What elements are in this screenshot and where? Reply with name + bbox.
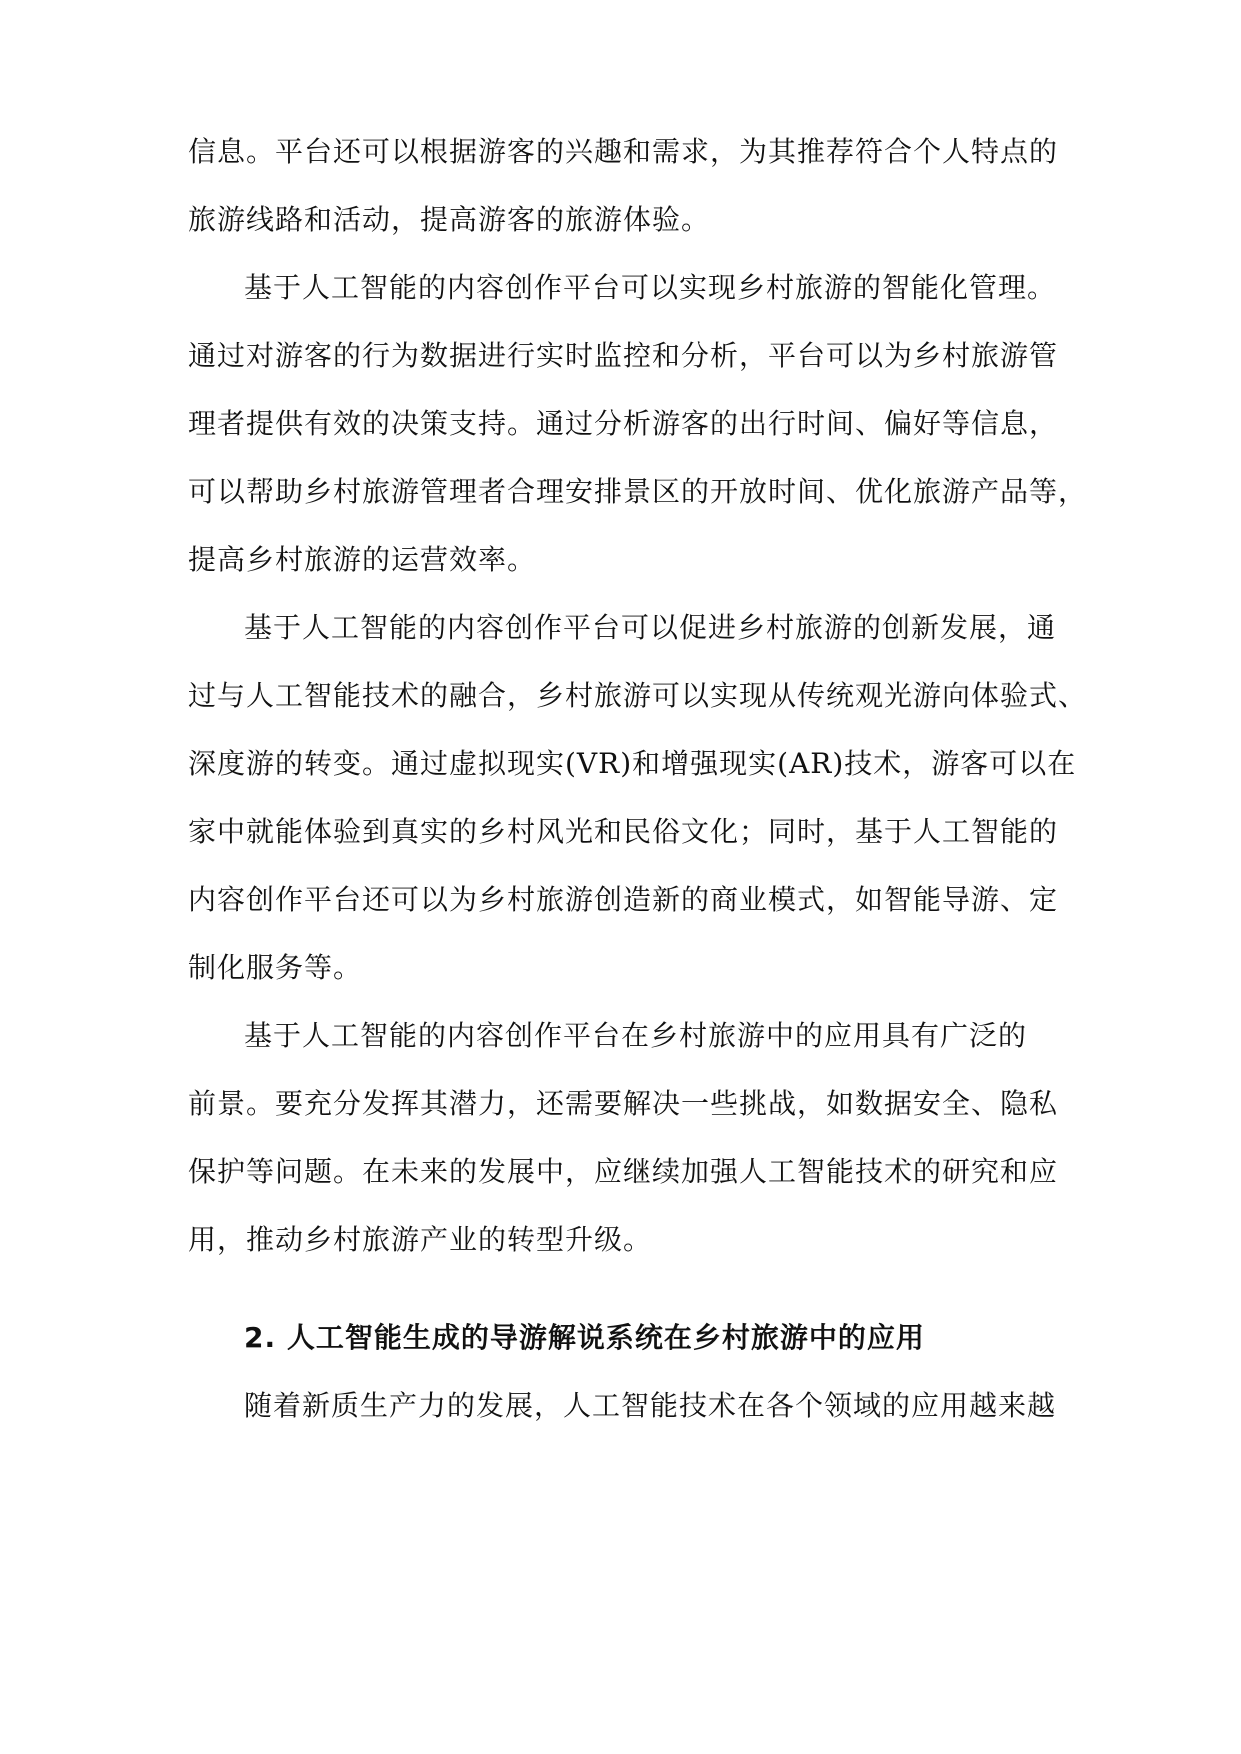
paragraph-2-line-4: 可以帮助乡村旅游管理者合理安排景区的开放时间、优化旅游产品等， bbox=[188, 475, 1088, 508]
paragraph-2-line-1: 基于人工智能的内容创作平台可以实现乡村旅游的智能化管理。 bbox=[244, 271, 1057, 304]
paragraph-3-line-1: 基于人工智能的内容创作平台可以促进乡村旅游的创新发展，通 bbox=[244, 611, 1057, 644]
paragraph-1-line-2: 旅游线路和活动，提高游客的旅游体验。 bbox=[188, 203, 711, 236]
paragraph-1-line-1: 信息。平台还可以根据游客的兴趣和需求，为其推荐符合个人特点的 bbox=[188, 135, 1059, 168]
paragraph-3-line-3: 深度游的转变。通过虚拟现实(VR)和增强现实(AR)技术，游客可以在 bbox=[188, 747, 1077, 780]
paragraph-2-line-5: 提高乡村旅游的运营效率。 bbox=[188, 543, 537, 576]
paragraph-4-line-1: 基于人工智能的内容创作平台在乡村旅游中的应用具有广泛的 bbox=[244, 1019, 1028, 1052]
paragraph-4-line-2: 前景。要充分发挥其潜力，还需要解决一些挑战，如数据安全、隐私 bbox=[188, 1087, 1059, 1120]
paragraph-3-line-6: 制化服务等。 bbox=[188, 951, 363, 984]
paragraph-3-line-5: 内容创作平台还可以为乡村旅游创造新的商业模式，如智能导游、定 bbox=[188, 883, 1059, 916]
section-heading: 2. 人工智能生成的导游解说系统在乡村旅游中的应用 bbox=[244, 1321, 925, 1354]
paragraph-3-line-2: 过与人工智能技术的融合，乡村旅游可以实现从传统观光游向体验式、 bbox=[188, 679, 1088, 712]
paragraph-4-line-4: 用，推动乡村旅游产业的转型升级。 bbox=[188, 1223, 653, 1256]
paragraph-2-line-3: 理者提供有效的决策支持。通过分析游客的出行时间、偏好等信息， bbox=[188, 407, 1059, 440]
paragraph-4-line-3: 保护等问题。在未来的发展中，应继续加强人工智能技术的研究和应 bbox=[188, 1155, 1059, 1188]
paragraph-3-line-4: 家中就能体验到真实的乡村风光和民俗文化；同时，基于人工智能的 bbox=[188, 815, 1059, 848]
paragraph-5-line-1: 随着新质生产力的发展，人工智能技术在各个领域的应用越来越 bbox=[244, 1389, 1057, 1422]
paragraph-2-line-2: 通过对游客的行为数据进行实时监控和分析，平台可以为乡村旅游管 bbox=[188, 339, 1059, 372]
